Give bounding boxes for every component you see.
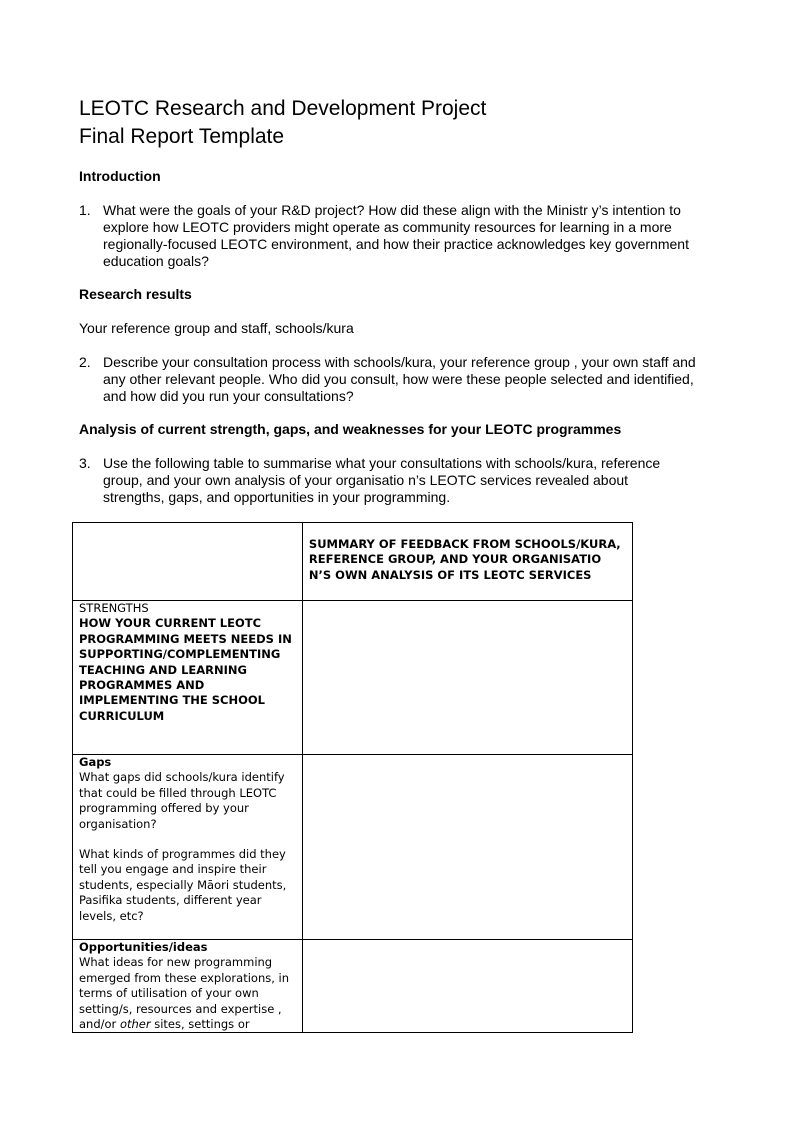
- question-1-text: What were the goals of your R&D project? How did these align with the Ministr y’s intention to explore how LEOTC providers might operate as community resources for learning in a more regionally-focused LEOTC environment, and how their practice acknowledges key government education goals?: [103, 202, 689, 269]
- gaps-response-cell[interactable]: [302, 755, 632, 940]
- strengths-description: HOW YOUR CURRENT LEOTC PROGRAMMING MEETS NEEDS IN SUPPORTING/COMPLEMENTING TEACHING AND LEARNING PROGRAMMES AND IMPLEMENTING THE SCHOOL CURRICULUM: [79, 616, 292, 723]
- question-1: [79, 202, 699, 270]
- opportunities-label: Opportunities/ideas: [79, 940, 208, 954]
- strengths-cell: [73, 601, 303, 755]
- table-row-gaps: [73, 755, 633, 940]
- table-header-cell: SUMMARY OF FEEDBACK FROM SCHOOLS/KURA, REFERENCE GROUP, AND YOUR ORGANISATIO N’S OWN ANALYSIS OF ITS LEOTC SERVICES: [302, 523, 632, 601]
- heading-analysis: Analysis of current strength, gaps, and weaknesses for your LEOTC programmes: [79, 421, 622, 437]
- opportunities-text-italic: other: [119, 1017, 151, 1032]
- gaps-cell: [73, 755, 303, 940]
- gaps-question-1: What gaps did schools/kura identify that could be filled through LEOTC programming offered by your organisation?: [79, 770, 285, 831]
- opportunities-response-cell[interactable]: [302, 940, 632, 1033]
- title-line-2: Final Report Template: [79, 125, 285, 148]
- question-2: [79, 354, 699, 405]
- strengths-response-cell[interactable]: [302, 601, 632, 755]
- title-line-1: LEOTC Research and Development Project: [79, 97, 487, 120]
- opportunities-cell: [73, 940, 303, 1033]
- question-1-number: 1.: [79, 202, 91, 218]
- document-title: [79, 95, 486, 151]
- table-header-empty-cell: [73, 523, 303, 601]
- question-3-text: Use the following table to summarise what your consultations with schools/kura, reference group, and your own analysis of your organisatio n’s LEOTC services revealed about strengths, gaps, and opportunities in your programming.: [103, 455, 661, 505]
- gaps-question-2: What kinds of programmes did they tell you engage and inspire their students, especially Māori students, Pasifika students, different year levels, etc?: [79, 847, 287, 923]
- gaps-label: Gaps: [79, 755, 112, 769]
- table-header-row: [73, 523, 633, 601]
- question-3-number: 3.: [79, 455, 91, 471]
- question-2-text: Describe your consultation process with schools/kura, your reference group , your own staff and any other relevant people. Who did you consult, how were these people selected and identified, and how did you run your consultations?: [103, 354, 696, 404]
- opportunities-text-1: What ideas for new programming emerged from these explorations, in terms of utilisation of your own setting/s, resources and expertise , and/or: [79, 955, 290, 1032]
- opportunities-question: [79, 955, 302, 1032]
- heading-introduction: Introduction: [79, 168, 161, 184]
- strengths-label: STRENGTHS: [79, 601, 149, 615]
- subheading-reference-group: Your reference group and staff, schools/kura: [79, 320, 354, 336]
- question-3: [79, 455, 693, 506]
- table-row-opportunities: [73, 940, 633, 1033]
- summary-table: [72, 522, 633, 1033]
- opportunities-text-2: sites, settings or: [150, 1017, 250, 1032]
- heading-research-results: Research results: [79, 286, 192, 302]
- table-row-strengths: [73, 601, 633, 755]
- question-2-number: 2.: [79, 354, 91, 370]
